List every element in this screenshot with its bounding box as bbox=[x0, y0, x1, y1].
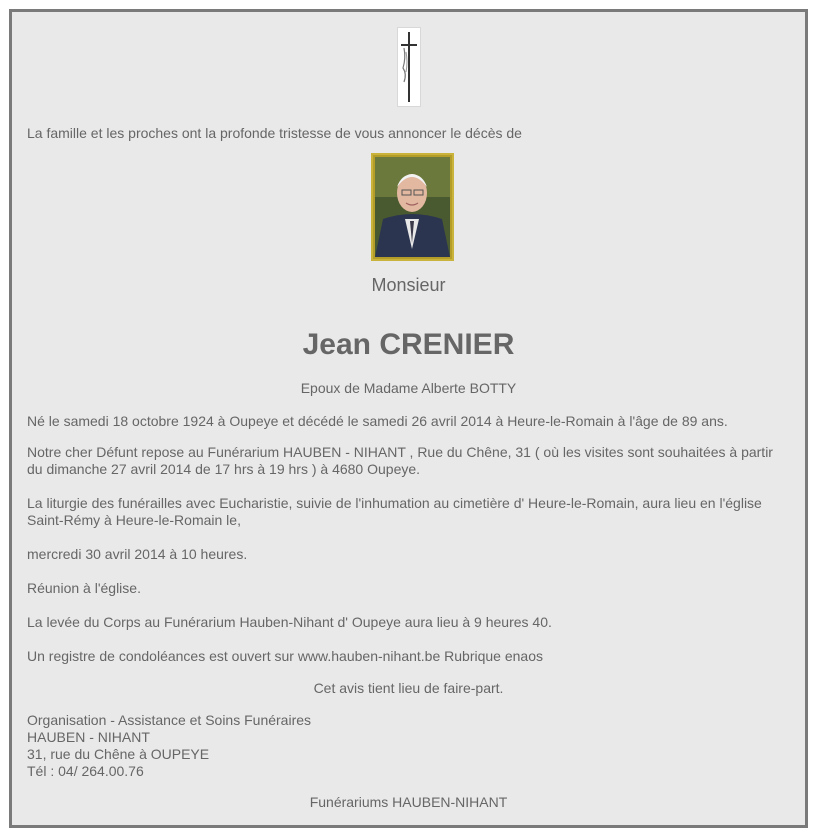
organisation-block bbox=[27, 712, 777, 780]
birth-death-text: Né le samedi 18 octobre 1924 à Oupeye et décédé le samedi 26 avril 2014 à Heure-le-Romain à l'âge de 89 ans. bbox=[27, 413, 728, 429]
notice-text: Cet avis tient lieu de faire-part. bbox=[313, 680, 504, 696]
portrait-frame bbox=[371, 153, 454, 261]
intro-text: La famille et les proches ont la profonde tristesse de vous annoncer le décès de bbox=[27, 125, 522, 141]
spouse-text: Epoux de Madame Alberte BOTTY bbox=[300, 380, 517, 396]
organisation-line: 31, rue du Chêne à OUPEYE bbox=[27, 746, 210, 762]
funeral-date: mercredi 30 avril 2014 à 10 heures. bbox=[27, 546, 248, 562]
obituary-card bbox=[9, 9, 808, 828]
deceased-name: Jean CRENIER bbox=[302, 328, 515, 361]
organisation-line: Tél : 04/ 264.00.76 bbox=[27, 763, 144, 779]
salutation: Monsieur bbox=[371, 275, 446, 295]
liturgy-text: La liturgie des funérailles avec Eucharistie, suivie de l'inhumation au cimetière d' Heure-le-Romain, aura lieu en l'église Saint-Rémy à Heure-le-Romain le, bbox=[27, 495, 762, 528]
organisation-line: Organisation - Assistance et Soins Funéraires bbox=[27, 712, 312, 728]
meeting-text: Réunion à l'église. bbox=[27, 580, 141, 596]
levee-text: La levée du Corps au Funérarium Hauben-Nihant d' Oupeye aura lieu à 9 heures 40. bbox=[27, 614, 552, 630]
footer-text: Funérariums HAUBEN-NIHANT bbox=[309, 794, 508, 810]
repose-text: Notre cher Défunt repose au Funérarium HAUBEN - NIHANT , Rue du Chêne, 31 ( où les visites sont souhaitées à partir du dimanche 27 avril 2014 de 17 hrs à 19 hrs ) à 4680 Oupeye. bbox=[27, 444, 773, 477]
cross-icon bbox=[397, 27, 421, 107]
portrait-photo bbox=[375, 157, 450, 257]
organisation-line: HAUBEN - NIHANT bbox=[27, 729, 150, 745]
registry-text: Un registre de condoléances est ouvert sur www.hauben-nihant.be Rubrique enaos bbox=[27, 648, 543, 664]
